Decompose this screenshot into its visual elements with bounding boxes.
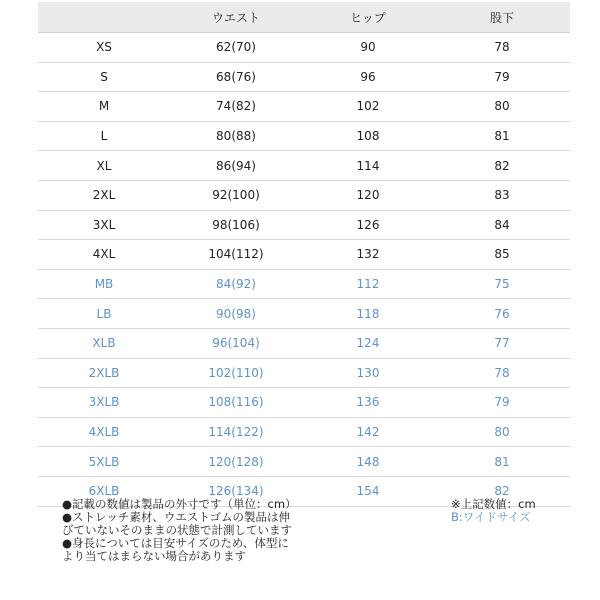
table-row xyxy=(38,388,570,418)
cell-waist: 68(76) xyxy=(170,62,302,92)
cell-waist: 80(88) xyxy=(170,121,302,151)
cell-hip: 148 xyxy=(302,447,434,477)
table-row xyxy=(38,447,570,477)
cell-size: XL xyxy=(38,151,170,181)
cell-waist: 126(134) xyxy=(170,476,302,506)
cell-hip: 102 xyxy=(302,92,434,122)
cell-waist: 108(116) xyxy=(170,388,302,418)
cell-inseam: 79 xyxy=(434,62,570,92)
cell-waist: 98(106) xyxy=(170,210,302,240)
cell-inseam: 84 xyxy=(434,210,570,240)
cell-inseam: 83 xyxy=(434,180,570,210)
table-row xyxy=(38,210,570,240)
table-row xyxy=(38,180,570,210)
table-row xyxy=(38,328,570,358)
note-stretch: ●ストレッチ素材、ウエストゴムの製品は伸びていないそのままの状態で計測しています xyxy=(62,510,292,537)
cell-waist: 62(70) xyxy=(170,33,302,63)
cell-size: XS xyxy=(38,33,170,63)
cell-waist: 90(98) xyxy=(170,299,302,329)
cell-size: M xyxy=(38,92,170,122)
cell-waist: 86(94) xyxy=(170,151,302,181)
cell-hip: 112 xyxy=(302,269,434,299)
cell-inseam: 79 xyxy=(434,388,570,418)
table-row xyxy=(38,92,570,122)
cell-hip: 120 xyxy=(302,180,434,210)
cell-inseam: 82 xyxy=(434,476,570,506)
cell-waist: 74(82) xyxy=(170,92,302,122)
cell-inseam: 75 xyxy=(434,269,570,299)
size-chart-table xyxy=(38,2,570,507)
cell-hip: 96 xyxy=(302,62,434,92)
cell-inseam: 81 xyxy=(434,447,570,477)
cell-hip: 130 xyxy=(302,358,434,388)
cell-inseam: 82 xyxy=(434,151,570,181)
table-row xyxy=(38,151,570,181)
cell-inseam: 80 xyxy=(434,92,570,122)
notes xyxy=(62,498,300,563)
cell-hip: 136 xyxy=(302,388,434,418)
cell-waist: 92(100) xyxy=(170,180,302,210)
cell-inseam: 81 xyxy=(434,121,570,151)
cell-waist: 96(104) xyxy=(170,328,302,358)
cell-size: 4XL xyxy=(38,240,170,270)
cell-inseam: 76 xyxy=(434,299,570,329)
cell-hip: 132 xyxy=(302,240,434,270)
cell-hip: 142 xyxy=(302,417,434,447)
cell-size: 2XL xyxy=(38,180,170,210)
cell-inseam: 78 xyxy=(434,33,570,63)
cell-size: L xyxy=(38,121,170,151)
unit-note: ※上記数値：cm xyxy=(451,497,536,511)
header-size xyxy=(38,2,170,33)
cell-size: LB xyxy=(38,299,170,329)
cell-size: 4XLB xyxy=(38,417,170,447)
cell-waist: 102(110) xyxy=(170,358,302,388)
header-waist: ウエスト xyxy=(170,2,302,33)
cell-size: 3XL xyxy=(38,210,170,240)
table-header-row xyxy=(38,2,570,33)
cell-hip: 126 xyxy=(302,210,434,240)
cell-waist: 104(112) xyxy=(170,240,302,270)
header-hip: ヒップ xyxy=(302,2,434,33)
cell-size: MB xyxy=(38,269,170,299)
wide-size-note: B:ワイドサイズ xyxy=(451,510,531,524)
cell-waist: 84(92) xyxy=(170,269,302,299)
table-row xyxy=(38,240,570,270)
cell-size: 6XLB xyxy=(38,476,170,506)
cell-inseam: 80 xyxy=(434,417,570,447)
table-row xyxy=(38,269,570,299)
cell-waist: 120(128) xyxy=(170,447,302,477)
table-row xyxy=(38,417,570,447)
cell-size: 2XLB xyxy=(38,358,170,388)
table-row xyxy=(38,62,570,92)
cell-size: 5XLB xyxy=(38,447,170,477)
table-row xyxy=(38,299,570,329)
cell-hip: 108 xyxy=(302,121,434,151)
cell-size: 3XLB xyxy=(38,388,170,418)
cell-hip: 124 xyxy=(302,328,434,358)
table-row xyxy=(38,121,570,151)
unit-legend xyxy=(451,498,536,524)
note-outer-dimensions: ●記載の数値は製品の外寸です（単位：cm） xyxy=(62,497,297,511)
cell-inseam: 78 xyxy=(434,358,570,388)
cell-size: XLB xyxy=(38,328,170,358)
cell-hip: 118 xyxy=(302,299,434,329)
cell-hip: 90 xyxy=(302,33,434,63)
cell-waist: 114(122) xyxy=(170,417,302,447)
table-row xyxy=(38,33,570,63)
note-height: ●身長については目安サイズのため、体型により当てはまらない場合があります xyxy=(62,536,289,563)
cell-inseam: 85 xyxy=(434,240,570,270)
cell-size: S xyxy=(38,62,170,92)
cell-hip: 154 xyxy=(302,476,434,506)
header-inseam: 股下 xyxy=(434,2,570,33)
table-row xyxy=(38,358,570,388)
cell-hip: 114 xyxy=(302,151,434,181)
cell-inseam: 77 xyxy=(434,328,570,358)
